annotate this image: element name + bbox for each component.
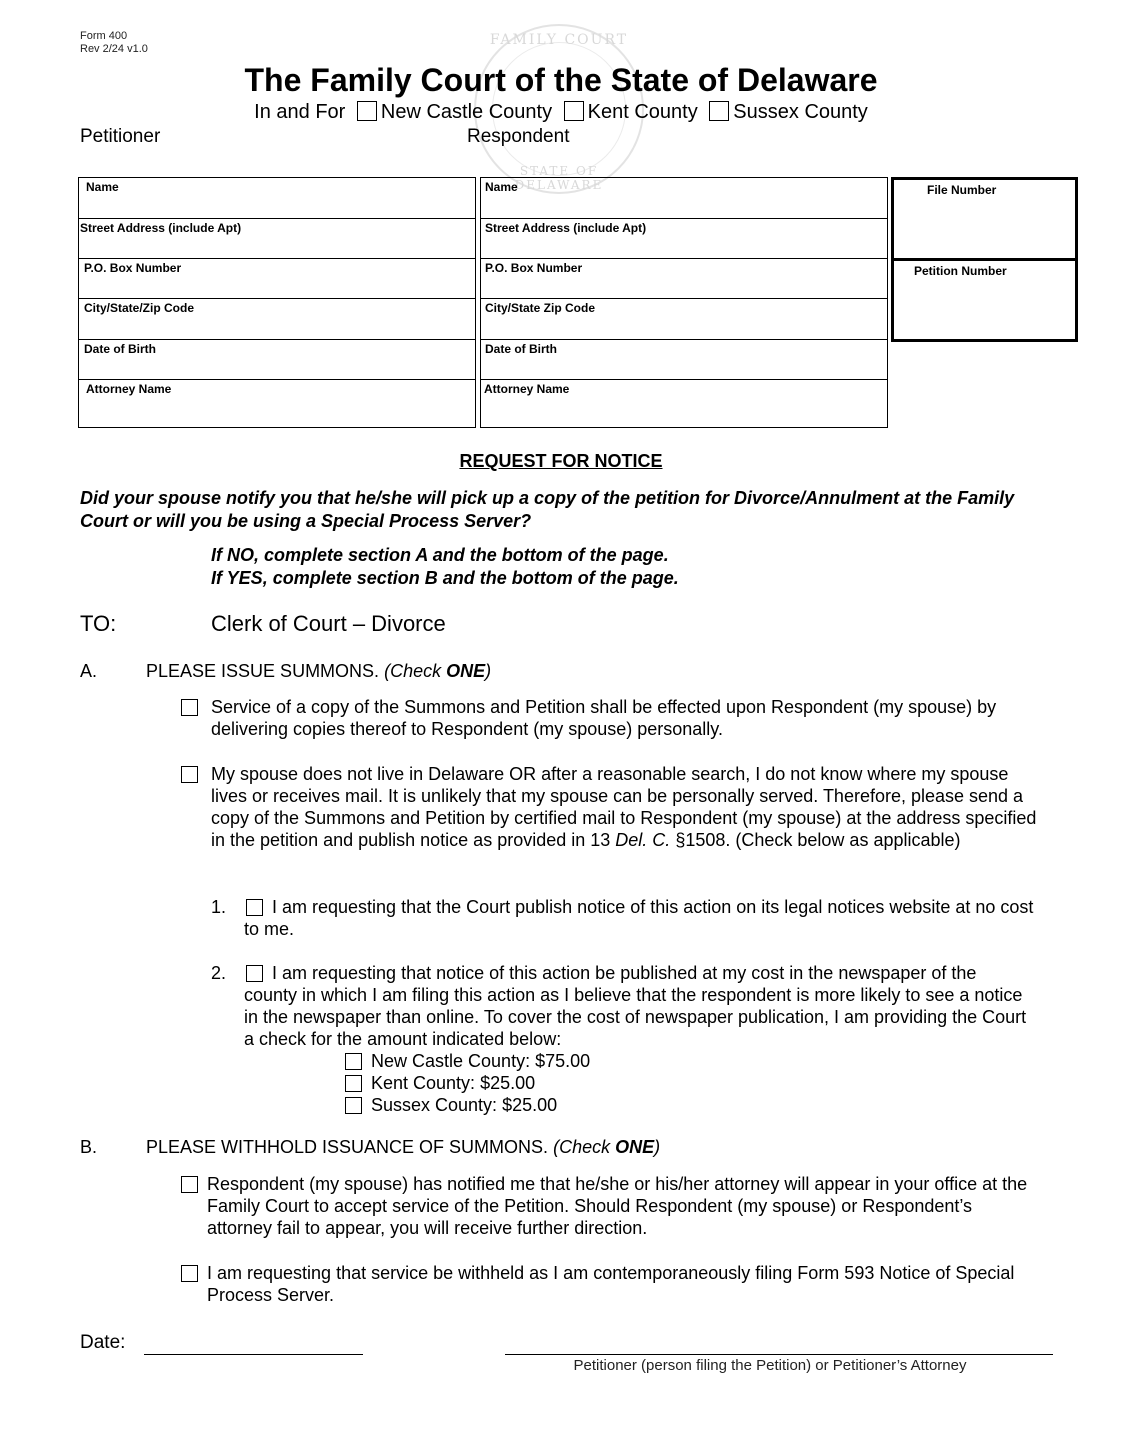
county-checkbox-kent[interactable] — [564, 101, 584, 121]
field-label: Attorney Name — [86, 382, 172, 396]
section-a-title-text: PLEASE ISSUE SUMMONS. — [146, 661, 380, 681]
section-b-option1-checkbox[interactable] — [181, 1176, 198, 1193]
date-label: Date: — [80, 1332, 126, 1353]
file-number-field[interactable] — [891, 177, 1078, 261]
check-suffix: ) — [485, 661, 492, 681]
seal-text-top: FAMILY COURT — [489, 32, 629, 48]
field-label: P.O. Box Number — [485, 261, 583, 275]
in-and-for-label: In and For — [254, 101, 346, 123]
check-word: ONE — [615, 1137, 655, 1157]
seal-text-bottom: STATE OF DELAWARE — [514, 164, 604, 192]
option2-citation: Del. C. — [615, 830, 671, 850]
form-number: Form 400 — [80, 30, 128, 42]
section-a-option2-checkbox[interactable] — [181, 766, 198, 783]
request-question: Did your spouse notify you that he/she will pick up a copy of the petition for Divorce/Annulment at the Family Court or will you be using a Special Process Server? — [80, 488, 1015, 531]
respondent-street-field[interactable] — [481, 219, 887, 259]
respondent-pobox-field[interactable] — [481, 259, 887, 299]
petition-number-field[interactable] — [891, 258, 1078, 342]
respondent-attorney-field[interactable] — [481, 380, 887, 427]
section-a-option1-checkbox[interactable] — [181, 699, 198, 716]
respondent-city-field[interactable] — [481, 299, 887, 340]
field-label: City/State/Zip Code — [84, 301, 195, 315]
section-a-option2-text — [211, 763, 1041, 851]
instruction-no: If NO, complete section A and the bottom of the page. — [211, 545, 669, 565]
section-a-letter: A. — [80, 661, 98, 681]
sub-option1-number: 1. — [211, 897, 227, 917]
page-title: The Family Court of the State of Delaware — [244, 62, 878, 98]
section-b-title-text: PLEASE WITHHOLD ISSUANCE OF SUMMONS. — [146, 1137, 549, 1157]
field-label: Street Address (include Apt) — [80, 221, 242, 235]
fee-checkbox-new-castle[interactable] — [345, 1053, 362, 1070]
check-prefix: (Check — [384, 661, 442, 681]
option2-text-a: My spouse does not live in Delaware OR after a reasonable search, I do not know where my spouse lives or receives mail. It is unlikely that my spouse can be personally served. Therefore, please send a copy of the Summons and Petition by certified mail to Respondent (my spouse) at the address specified in the petition and publish notice as provided in 13 — [211, 764, 1037, 850]
field-label: Name — [485, 180, 518, 194]
section-b-letter: B. — [80, 1137, 98, 1157]
signature-caption: Petitioner (person filing the Petition) or Petitioner’s Attorney — [573, 1357, 967, 1374]
section-b-option2-text: I am requesting that service be withheld as I am contemporaneously filing Form 593 Notice of Special Process Server. — [207, 1263, 1015, 1305]
fee-label-kent: Kent County: $25.00 — [371, 1073, 536, 1093]
petitioner-pobox-field[interactable] — [79, 259, 475, 299]
fee-checkbox-kent[interactable] — [345, 1075, 362, 1092]
sub-option1-text: I am requesting that the Court publish notice of this action on its legal notices website at no cost to me. — [244, 897, 1034, 939]
petitioner-name-field[interactable] — [79, 178, 475, 219]
county-selector — [0, 101, 1122, 124]
field-label: Date of Birth — [485, 342, 557, 356]
county-checkbox-sussex[interactable] — [709, 101, 729, 121]
section-a-title — [146, 661, 491, 682]
petitioner-street-field[interactable] — [79, 219, 475, 259]
check-suffix: ) — [654, 1137, 661, 1157]
respondent-info-table — [480, 177, 888, 428]
check-prefix: (Check — [553, 1137, 611, 1157]
field-label: Street Address (include Apt) — [485, 221, 647, 235]
form-revision: Rev 2/24 v1.0 — [80, 43, 148, 55]
request-heading-text: REQUEST FOR NOTICE — [459, 451, 663, 471]
respondent-label: Respondent — [467, 126, 570, 147]
section-b-option1-text — [207, 1173, 1041, 1239]
sub-option2-text: I am requesting that notice of this action be published at my cost in the newspaper of the county in which I am filing this action as I believe that the respondent is more likely to see a notice in the newspaper than online. To cover the cost of newspaper publication, I am providing the Court a check for the amount indicated below: — [244, 963, 1027, 1049]
county-label-sussex: Sussex County — [733, 101, 868, 123]
county-label-new-castle: New Castle County — [380, 101, 553, 123]
section-b-title — [146, 1137, 660, 1158]
field-label: P.O. Box Number — [84, 261, 182, 275]
field-label: Name — [86, 180, 119, 194]
option2-text-b: §1508. (Check below as applicable) — [675, 830, 961, 850]
petitioner-label: Petitioner — [80, 126, 161, 147]
county-checkbox-new-castle[interactable] — [357, 101, 377, 121]
petitioner-city-field[interactable] — [79, 299, 475, 340]
sub-option2-number: 2. — [211, 963, 227, 983]
county-label-kent: Kent County — [587, 101, 698, 123]
instruction-yes: If YES, complete section B and the bottom of the page. — [211, 568, 679, 588]
field-label: Attorney Name — [484, 382, 570, 396]
petition-number-label: Petition Number — [914, 264, 1007, 278]
request-heading — [0, 451, 1122, 472]
petitioner-info-table — [78, 177, 476, 428]
date-input-line[interactable] — [144, 1354, 363, 1355]
section-b-option1-content: Respondent (my spouse) has notified me that he/she or his/her attorney will appear in your office at the Family Court to accept service of the Petition. Should Respondent (my spouse) or Respondent’s attorney fail to appear, you will receive further direction. — [207, 1174, 1028, 1238]
respondent-name-field[interactable] — [481, 178, 887, 219]
check-word: ONE — [446, 661, 486, 681]
petitioner-attorney-field[interactable] — [79, 380, 475, 427]
fee-checkbox-sussex[interactable] — [345, 1097, 362, 1114]
signature-line[interactable] — [505, 1354, 1053, 1355]
section-b-option2-checkbox[interactable] — [181, 1265, 198, 1282]
file-number-label: File Number — [927, 183, 997, 197]
field-label: City/State Zip Code — [485, 301, 596, 315]
petitioner-dob-field[interactable] — [79, 340, 475, 380]
form-meta — [80, 30, 148, 56]
to-label: TO: — [80, 611, 117, 636]
respondent-dob-field[interactable] — [481, 340, 887, 380]
section-a-option1-text: Service of a copy of the Summons and Petition shall be effected upon Respondent (my spouse) by delivering copies thereof to Respondent (my spouse) personally. — [211, 697, 997, 739]
fee-label-sussex: Sussex County: $25.00 — [371, 1095, 558, 1115]
to-recipient: Clerk of Court – Divorce — [211, 611, 446, 636]
fee-label-new-castle: New Castle County: $75.00 — [371, 1051, 591, 1071]
field-label: Date of Birth — [84, 342, 156, 356]
